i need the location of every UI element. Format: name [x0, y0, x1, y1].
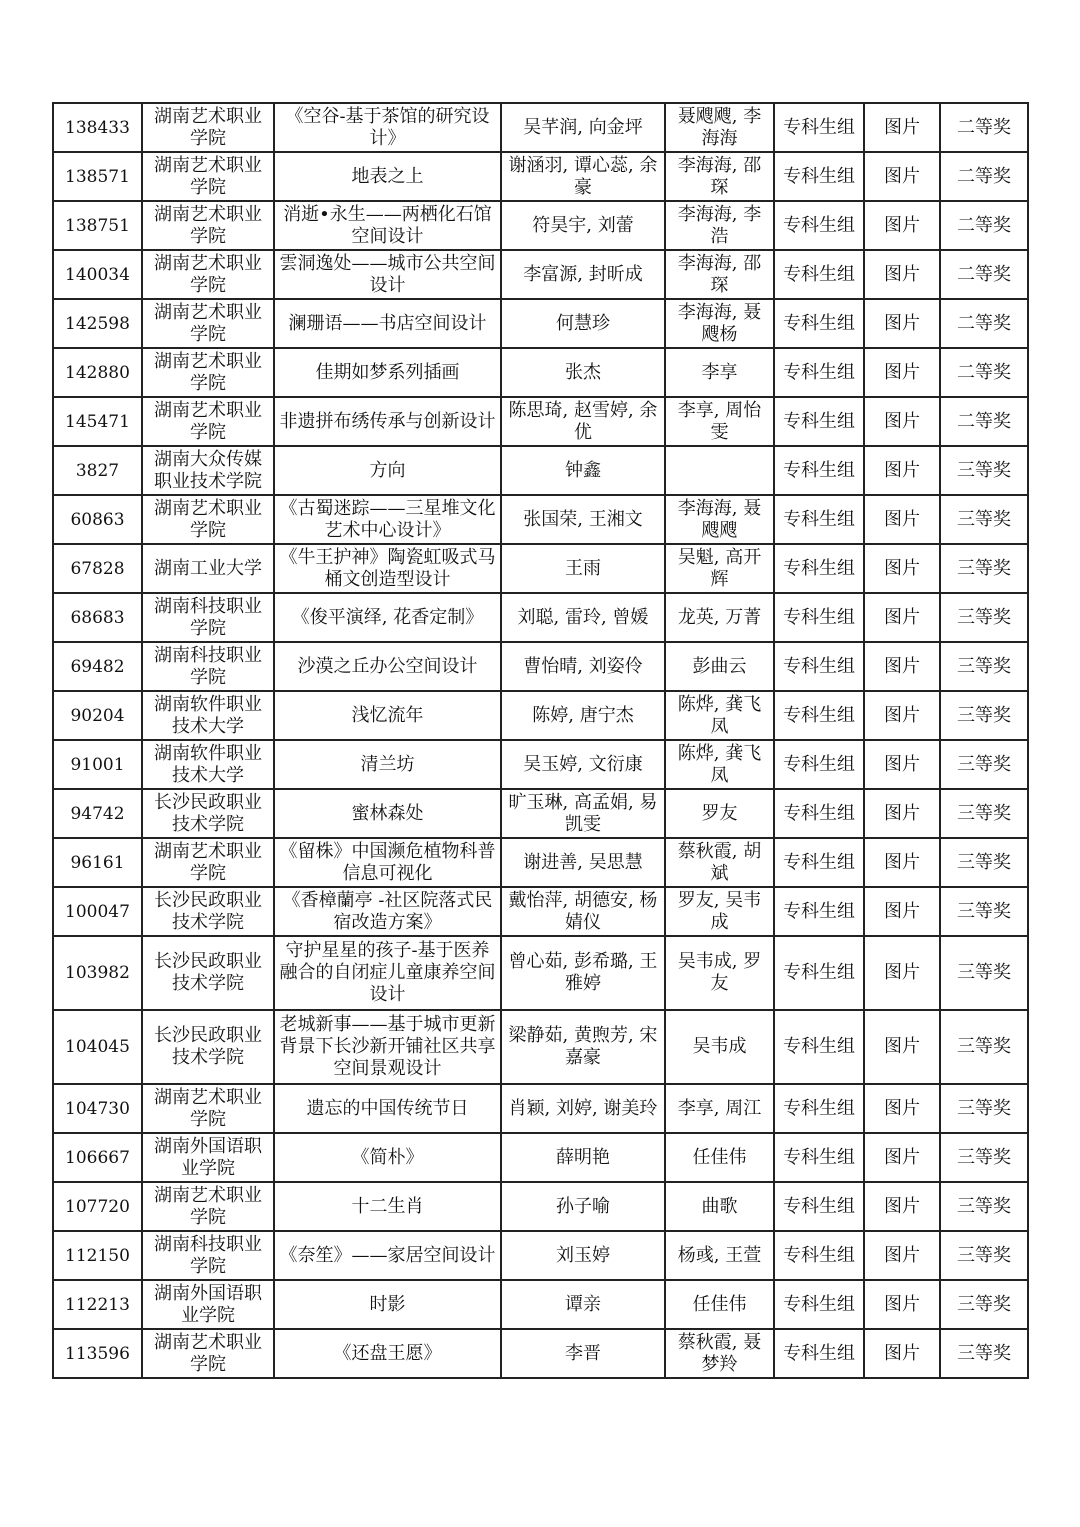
entry-id-cell: 60863 [53, 495, 142, 544]
award-level-cell: 三等奖 [940, 1084, 1028, 1133]
school-name-cell: 湖南科技职业学院 [142, 1231, 274, 1280]
school-name-cell: 长沙民政职业技术学院 [142, 789, 274, 838]
table-row [53, 838, 1028, 887]
advisors-cell: 李海海, 聂飕杨 [665, 299, 774, 348]
group-cell: 专科生组 [774, 446, 864, 495]
advisors-cell: 吴韦成, 罗友 [665, 936, 774, 1010]
authors-cell: 肖颖, 刘婷, 谢美玲 [501, 1084, 665, 1133]
table-row [53, 1133, 1028, 1182]
authors-cell: 曾心茹, 彭希璐, 王雅婷 [501, 936, 665, 1010]
work-title-cell: 地表之上 [274, 152, 501, 201]
category-cell: 图片 [864, 740, 940, 789]
award-level-cell: 二等奖 [940, 299, 1028, 348]
table-row [53, 740, 1028, 789]
advisors-cell: 陈烨, 龚飞凤 [665, 691, 774, 740]
group-cell: 专科生组 [774, 299, 864, 348]
school-name-cell: 长沙民政职业技术学院 [142, 1010, 274, 1084]
authors-cell: 旷玉琳, 高孟娟, 易凯雯 [501, 789, 665, 838]
table-row [53, 397, 1028, 446]
award-level-cell: 三等奖 [940, 740, 1028, 789]
authors-cell: 谢进善, 吴思慧 [501, 838, 665, 887]
award-level-cell: 三等奖 [940, 887, 1028, 936]
group-cell: 专科生组 [774, 152, 864, 201]
advisors-cell: 任佳伟 [665, 1280, 774, 1329]
entry-id-cell: 138433 [53, 103, 142, 152]
advisors-cell: 李海海, 李浩 [665, 201, 774, 250]
award-level-cell: 三等奖 [940, 1133, 1028, 1182]
entry-id-cell: 138571 [53, 152, 142, 201]
award-level-cell: 二等奖 [940, 397, 1028, 446]
category-cell: 图片 [864, 1329, 940, 1378]
school-name-cell: 湖南艺术职业学院 [142, 1329, 274, 1378]
category-cell: 图片 [864, 887, 940, 936]
table-row [53, 495, 1028, 544]
work-title-cell: 雲洞逸处——城市公共空间设计 [274, 250, 501, 299]
group-cell: 专科生组 [774, 1329, 864, 1378]
work-title-cell: 《俊平演绎, 花香定制》 [274, 593, 501, 642]
entry-id-cell: 142880 [53, 348, 142, 397]
authors-cell: 张杰 [501, 348, 665, 397]
group-cell: 专科生组 [774, 495, 864, 544]
award-level-cell: 三等奖 [940, 1182, 1028, 1231]
category-cell: 图片 [864, 1010, 940, 1084]
group-cell: 专科生组 [774, 348, 864, 397]
entry-id-cell: 104045 [53, 1010, 142, 1084]
work-title-cell: 《古蜀迷踪——三星堆文化艺术中心设计》 [274, 495, 501, 544]
award-level-cell: 三等奖 [940, 593, 1028, 642]
work-title-cell: 遗忘的中国传统节日 [274, 1084, 501, 1133]
table-row [53, 544, 1028, 593]
award-level-cell: 三等奖 [940, 446, 1028, 495]
advisors-cell: 彭曲云 [665, 642, 774, 691]
authors-cell: 刘聪, 雷玲, 曾媛 [501, 593, 665, 642]
award-level-cell: 二等奖 [940, 250, 1028, 299]
award-level-cell: 三等奖 [940, 495, 1028, 544]
award-level-cell: 三等奖 [940, 1010, 1028, 1084]
advisors-cell: 李海海, 邵琛 [665, 152, 774, 201]
category-cell: 图片 [864, 446, 940, 495]
group-cell: 专科生组 [774, 887, 864, 936]
authors-cell: 何慧珍 [501, 299, 665, 348]
authors-cell: 谭亲 [501, 1280, 665, 1329]
work-title-cell: 《奈笙》——家居空间设计 [274, 1231, 501, 1280]
entry-id-cell: 107720 [53, 1182, 142, 1231]
advisors-cell: 吴韦成 [665, 1010, 774, 1084]
group-cell: 专科生组 [774, 691, 864, 740]
category-cell: 图片 [864, 838, 940, 887]
advisors-cell: 李享, 周怡雯 [665, 397, 774, 446]
table-row [53, 446, 1028, 495]
table-body [53, 103, 1028, 1378]
authors-cell: 梁静茹, 黄煦芳, 宋嘉豪 [501, 1010, 665, 1084]
advisors-cell: 任佳伟 [665, 1133, 774, 1182]
work-title-cell: 佳期如梦系列插画 [274, 348, 501, 397]
school-name-cell: 湖南艺术职业学院 [142, 495, 274, 544]
group-cell: 专科生组 [774, 1182, 864, 1231]
advisors-cell: 吴魁, 高开辉 [665, 544, 774, 593]
group-cell: 专科生组 [774, 789, 864, 838]
advisors-cell: 罗友 [665, 789, 774, 838]
authors-cell: 钟鑫 [501, 446, 665, 495]
authors-cell: 孙子喻 [501, 1182, 665, 1231]
school-name-cell: 长沙民政职业技术学院 [142, 887, 274, 936]
category-cell: 图片 [864, 936, 940, 1010]
authors-cell: 薛明艳 [501, 1133, 665, 1182]
advisors-cell: 聂飕飕, 李海海 [665, 103, 774, 152]
table-row [53, 103, 1028, 152]
table-row [53, 1182, 1028, 1231]
group-cell: 专科生组 [774, 1231, 864, 1280]
award-level-cell: 二等奖 [940, 103, 1028, 152]
work-title-cell: 《简朴》 [274, 1133, 501, 1182]
work-title-cell: 澜珊语——书店空间设计 [274, 299, 501, 348]
entry-id-cell: 3827 [53, 446, 142, 495]
entry-id-cell: 145471 [53, 397, 142, 446]
category-cell: 图片 [864, 1182, 940, 1231]
group-cell: 专科生组 [774, 593, 864, 642]
table-row [53, 299, 1028, 348]
award-level-cell: 二等奖 [940, 201, 1028, 250]
school-name-cell: 湖南大众传媒职业技术学院 [142, 446, 274, 495]
authors-cell: 陈思琦, 赵雪婷, 余优 [501, 397, 665, 446]
authors-cell: 曹怡晴, 刘姿伶 [501, 642, 665, 691]
entry-id-cell: 100047 [53, 887, 142, 936]
award-level-cell: 三等奖 [940, 936, 1028, 1010]
table-row [53, 936, 1028, 1010]
authors-cell: 刘玉婷 [501, 1231, 665, 1280]
table-row [53, 1084, 1028, 1133]
entry-id-cell: 112150 [53, 1231, 142, 1280]
table-row [53, 348, 1028, 397]
school-name-cell: 湖南艺术职业学院 [142, 1182, 274, 1231]
advisors-cell: 李海海, 邵琛 [665, 250, 774, 299]
authors-cell: 李晋 [501, 1329, 665, 1378]
work-title-cell: 老城新事——基于城市更新背景下长沙新开铺社区共享空间景观设计 [274, 1010, 501, 1084]
table-row [53, 1010, 1028, 1084]
entry-id-cell: 138751 [53, 201, 142, 250]
work-title-cell: 清兰坊 [274, 740, 501, 789]
table-row [53, 250, 1028, 299]
school-name-cell: 湖南科技职业学院 [142, 593, 274, 642]
school-name-cell: 湖南外国语职业学院 [142, 1133, 274, 1182]
award-level-cell: 三等奖 [940, 544, 1028, 593]
award-level-cell: 三等奖 [940, 1280, 1028, 1329]
entry-id-cell: 90204 [53, 691, 142, 740]
advisors-cell: 陈烨, 龚飞凤 [665, 740, 774, 789]
entry-id-cell: 113596 [53, 1329, 142, 1378]
advisors-cell: 蔡秋霞, 聂梦羚 [665, 1329, 774, 1378]
table-row [53, 1231, 1028, 1280]
authors-cell: 符昊宇, 刘蕾 [501, 201, 665, 250]
group-cell: 专科生组 [774, 740, 864, 789]
table-row [53, 593, 1028, 642]
advisors-cell: 杨彧, 王萱 [665, 1231, 774, 1280]
award-level-cell: 三等奖 [940, 838, 1028, 887]
work-title-cell: 方向 [274, 446, 501, 495]
category-cell: 图片 [864, 1084, 940, 1133]
work-title-cell: 沙漠之丘办公空间设计 [274, 642, 501, 691]
group-cell: 专科生组 [774, 1084, 864, 1133]
category-cell: 图片 [864, 201, 940, 250]
school-name-cell: 湖南艺术职业学院 [142, 103, 274, 152]
entry-id-cell: 142598 [53, 299, 142, 348]
advisors-cell: 曲歌 [665, 1182, 774, 1231]
award-level-cell: 二等奖 [940, 348, 1028, 397]
award-level-cell: 三等奖 [940, 691, 1028, 740]
school-name-cell: 湖南科技职业学院 [142, 642, 274, 691]
school-name-cell: 湖南艺术职业学院 [142, 348, 274, 397]
work-title-cell: 《留株》中国濒危植物科普信息可视化 [274, 838, 501, 887]
award-table [52, 102, 1029, 1379]
school-name-cell: 湖南软件职业技术大学 [142, 691, 274, 740]
award-level-cell: 三等奖 [940, 1231, 1028, 1280]
school-name-cell: 湖南艺术职业学院 [142, 838, 274, 887]
school-name-cell: 湖南艺术职业学院 [142, 250, 274, 299]
school-name-cell: 湖南艺术职业学院 [142, 201, 274, 250]
category-cell: 图片 [864, 1280, 940, 1329]
category-cell: 图片 [864, 152, 940, 201]
school-name-cell: 湖南艺术职业学院 [142, 1084, 274, 1133]
entry-id-cell: 106667 [53, 1133, 142, 1182]
table-row [53, 1280, 1028, 1329]
work-title-cell: 十二生肖 [274, 1182, 501, 1231]
authors-cell: 王雨 [501, 544, 665, 593]
group-cell: 专科生组 [774, 936, 864, 1010]
school-name-cell: 长沙民政职业技术学院 [142, 936, 274, 1010]
school-name-cell: 湖南艺术职业学院 [142, 397, 274, 446]
entry-id-cell: 112213 [53, 1280, 142, 1329]
work-title-cell: 非遗拼布绣传承与创新设计 [274, 397, 501, 446]
award-level-cell: 三等奖 [940, 642, 1028, 691]
category-cell: 图片 [864, 348, 940, 397]
work-title-cell: 消逝•永生——两栖化石馆空间设计 [274, 201, 501, 250]
authors-cell: 李富源, 封昕成 [501, 250, 665, 299]
advisors-cell: 李享 [665, 348, 774, 397]
work-title-cell: 《还盘王愿》 [274, 1329, 501, 1378]
category-cell: 图片 [864, 495, 940, 544]
group-cell: 专科生组 [774, 103, 864, 152]
advisors-cell: 龙英, 万菁 [665, 593, 774, 642]
group-cell: 专科生组 [774, 1010, 864, 1084]
group-cell: 专科生组 [774, 250, 864, 299]
authors-cell: 谢涵羽, 谭心蕊, 余豪 [501, 152, 665, 201]
category-cell: 图片 [864, 642, 940, 691]
award-level-cell: 三等奖 [940, 1329, 1028, 1378]
category-cell: 图片 [864, 1231, 940, 1280]
group-cell: 专科生组 [774, 1133, 864, 1182]
entry-id-cell: 67828 [53, 544, 142, 593]
group-cell: 专科生组 [774, 642, 864, 691]
school-name-cell: 湖南软件职业技术大学 [142, 740, 274, 789]
table-row [53, 201, 1028, 250]
work-title-cell: 蜜林森处 [274, 789, 501, 838]
award-level-cell: 三等奖 [940, 789, 1028, 838]
authors-cell: 戴怡萍, 胡德安, 杨婧仪 [501, 887, 665, 936]
category-cell: 图片 [864, 250, 940, 299]
entry-id-cell: 68683 [53, 593, 142, 642]
entry-id-cell: 103982 [53, 936, 142, 1010]
entry-id-cell: 104730 [53, 1084, 142, 1133]
table-row [53, 1329, 1028, 1378]
work-title-cell: 浅忆流年 [274, 691, 501, 740]
group-cell: 专科生组 [774, 201, 864, 250]
category-cell: 图片 [864, 103, 940, 152]
school-name-cell: 湖南艺术职业学院 [142, 299, 274, 348]
advisors-cell: 罗友, 吴韦成 [665, 887, 774, 936]
work-title-cell: 《香樟蘭亭 -社区院落式民宿改造方案》 [274, 887, 501, 936]
table-row [53, 691, 1028, 740]
school-name-cell: 湖南工业大学 [142, 544, 274, 593]
school-name-cell: 湖南艺术职业学院 [142, 152, 274, 201]
category-cell: 图片 [864, 299, 940, 348]
entry-id-cell: 96161 [53, 838, 142, 887]
group-cell: 专科生组 [774, 838, 864, 887]
advisors-cell [665, 446, 774, 495]
work-title-cell: 《牛王护神》陶瓷虹吸式马桶文创造型设计 [274, 544, 501, 593]
school-name-cell: 湖南外国语职业学院 [142, 1280, 274, 1329]
category-cell: 图片 [864, 593, 940, 642]
authors-cell: 吴芊润, 向金坪 [501, 103, 665, 152]
advisors-cell: 李享, 周江 [665, 1084, 774, 1133]
authors-cell: 陈婷, 唐宁杰 [501, 691, 665, 740]
category-cell: 图片 [864, 544, 940, 593]
authors-cell: 吴玉婷, 文衍康 [501, 740, 665, 789]
work-title-cell: 《空谷-基于茶馆的研究设计》 [274, 103, 501, 152]
category-cell: 图片 [864, 397, 940, 446]
table-row [53, 789, 1028, 838]
group-cell: 专科生组 [774, 1280, 864, 1329]
work-title-cell: 守护星星的孩子-基于医养融合的自闭症儿童康养空间设计 [274, 936, 501, 1010]
table-row [53, 152, 1028, 201]
group-cell: 专科生组 [774, 544, 864, 593]
advisors-cell: 李海海, 聂飕飕 [665, 495, 774, 544]
entry-id-cell: 94742 [53, 789, 142, 838]
work-title-cell: 时影 [274, 1280, 501, 1329]
group-cell: 专科生组 [774, 397, 864, 446]
advisors-cell: 蔡秋霞, 胡斌 [665, 838, 774, 887]
category-cell: 图片 [864, 691, 940, 740]
award-level-cell: 二等奖 [940, 152, 1028, 201]
entry-id-cell: 69482 [53, 642, 142, 691]
table-row [53, 642, 1028, 691]
entry-id-cell: 140034 [53, 250, 142, 299]
entry-id-cell: 91001 [53, 740, 142, 789]
category-cell: 图片 [864, 789, 940, 838]
category-cell: 图片 [864, 1133, 940, 1182]
table-row [53, 887, 1028, 936]
authors-cell: 张国荣, 王湘文 [501, 495, 665, 544]
